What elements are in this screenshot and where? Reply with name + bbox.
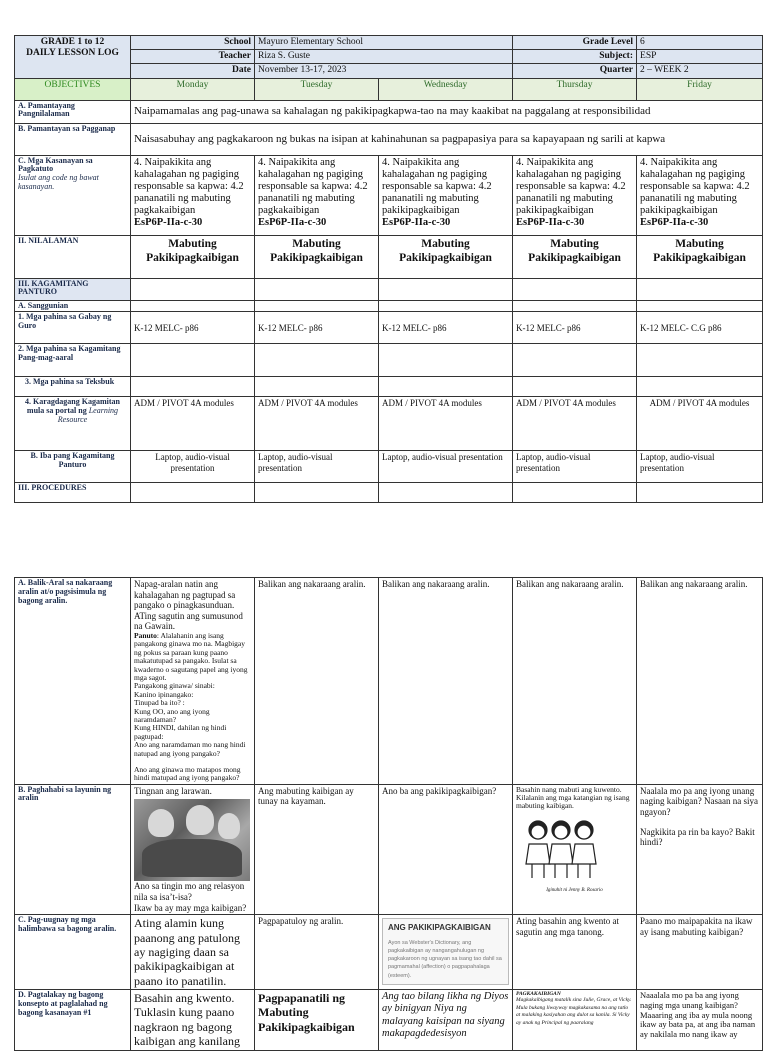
gabay-thursday: K-12 MELC- p86 <box>513 312 637 344</box>
row-label-iba-pang-kagamitan: B. Iba pang Kagamitang Panturo <box>15 451 131 483</box>
kasanayan-code: EsP6P-IIa-c-30 <box>134 216 203 228</box>
grade-range: GRADE 1 to 12 <box>40 37 105 47</box>
lr-thursday: ADM / PIVOT 4A modules <box>513 397 637 451</box>
balik-aral-line: Ano ang ginawa mo matapos mong hindi matupad ang iyong pangako? <box>134 764 241 783</box>
row-label-pag-uugnay: C. Pag-uugnay ng mga halimbawa sa bagong aralin. <box>15 915 131 990</box>
grade-level-label: Grade Level <box>513 36 637 50</box>
iba-tuesday: Laptop, audio-visual presentation <box>255 451 379 483</box>
friends-photo <box>134 799 250 881</box>
kasanayan-friday <box>637 155 763 235</box>
log-title: DAILY LESSON LOG <box>26 48 119 59</box>
paghahabi-tuesday: Ang mabuting kaibigan ay tunay na kayaman. <box>255 784 379 914</box>
lr-label-italic: Learning Resource <box>57 406 119 424</box>
row-label-pagtalakay: D. Pagtalakay ng bagong konsepto at paglalahad ng bagong kasanayan #1 <box>15 990 131 1051</box>
pag-uugnay-thursday: Ating basahin ang kwento at sagutin ang mga tanong. <box>513 915 637 990</box>
paghahabi-question-2: Ikaw ba ay may mga kaibigan? <box>134 902 247 913</box>
date-label: Date <box>131 64 255 78</box>
kasanayan-text: 4. Naipakikita ang kahalagahan ng pagiging responsable sa kapwa: 4.2 pananatili ng mabuting pakikipagkaibigan <box>640 156 750 216</box>
paghahabi-question: Ano sa tingin mo ang relasyon nila sa isa’t-isa? <box>134 881 245 902</box>
row-label-a: A. Pamantayang Pangnilalaman <box>15 100 131 123</box>
log-title-block <box>15 36 131 79</box>
subject-value: ESP <box>637 50 763 64</box>
definition-card <box>382 918 509 985</box>
row-label-paghahabi: B. Paghahabi sa layunin ng aralin <box>15 784 131 914</box>
paghahabi-friday <box>637 784 763 914</box>
lr-tuesday: ADM / PIVOT 4A modules <box>255 397 379 451</box>
nilalaman-friday: Mabuting Pakikipagkaibigan <box>637 235 763 278</box>
school-value: Mayuro Elementary School <box>255 36 513 50</box>
row-label-kagamitan: III. KAGAMITANG PANTURO <box>15 278 131 300</box>
paghahabi-thu-text: Basahin nang mabuti ang kuwento. Kilalanin ang mga katangian ng isang mabuting kaibigan. <box>516 784 630 811</box>
balik-aral-friday: Balikan ang nakaraang aralin. <box>637 578 763 785</box>
iba-monday: Laptop, audio-visual presentation <box>131 451 255 483</box>
balik-aral-wednesday: Balikan ang nakaraang aralin. <box>379 578 513 785</box>
kasanayan-note: Isulat ang code ng bawat kasanayan. <box>18 173 99 191</box>
kasanayan-code: EsP6P-IIa-c-30 <box>382 216 451 228</box>
pag-uugnay-monday: Ating alamin kung paanong ang patulong ay nagiging daan sa pakikipagkaibigan at paano ito panatilin. <box>131 915 255 990</box>
paghahabi-prompt: Tingnan ang larawan. <box>134 785 212 796</box>
pag-uugnay-friday: Paano mo maipapakita na ikaw ay isang mabuting kaibigan? <box>637 915 763 990</box>
row-label-gabay: 1. Mga pahina sa Gabay ng Guro <box>15 312 131 344</box>
nilalaman-monday: Mabuting Pakikipagkaibigan <box>131 235 255 278</box>
kasanayan-text: 4. Naipakikita ang kahalagahan ng pagiging responsable sa kapwa: 4.2 pananatili ng mabuting pakikipagkaibigan <box>382 156 492 216</box>
kasanayan-code: EsP6P-IIa-c-30 <box>640 216 709 228</box>
lr-label-text: 4. Karagdagang Kagamitan mula sa portal ng <box>25 397 120 416</box>
kasanayan-text: 4. Naipakikita ang kahalagahan ng pagiging responsable sa kapwa: 4.2 pananatili ng mabuting pakikipagkaibigan <box>516 156 626 216</box>
row-label-nilalaman: II. NILALAMAN <box>15 235 131 278</box>
balik-aral-intro: Napag-aralan natin ang kahalagahan ng pagtupad sa pangako o pinagkasunduan. ATing sagutin ang sumusunod na Gawain. <box>134 579 243 632</box>
row-label-teksbuk: 3. Mga pahina sa Teksbuk <box>15 377 131 397</box>
row-label-kagamitang-pang-mag-aaral: 2. Mga pahina sa Kagamitang Pang-mag-aaral <box>15 344 131 377</box>
pagtalakay-friday: Naaalala mo pa ba ang iyong naging mga unang kaibigan? Maaaring ang iba ay mula noong ikaw ay bata pa, at ang iba naman ay nakilala mo nang ikaw ay <box>637 990 763 1051</box>
paghahabi-monday <box>131 784 255 914</box>
row-label-learning-resource <box>15 397 131 451</box>
lesson-log-page2 <box>14 577 763 1051</box>
day-tuesday: Tuesday <box>255 78 379 100</box>
day-thursday: Thursday <box>513 78 637 100</box>
school-label: School <box>131 36 255 50</box>
lr-friday: ADM / PIVOT 4A modules <box>637 397 763 451</box>
paghahabi-fri-q2: Nagkikita pa rin ba kayo? Bakit hindi? <box>640 826 755 848</box>
paghahabi-thursday <box>513 784 637 914</box>
kasanayan-label: C. Mga Kasanayan sa Pagkatuto <box>18 155 93 174</box>
pag-uugnay-tuesday: Pagpapatuloy ng aralin. <box>255 915 379 990</box>
definition-title: ANG PAKIKIPAGKAIBIGAN <box>388 923 491 933</box>
balik-aral-line: Kanino ipinangako: <box>134 689 194 699</box>
iba-wednesday: Laptop, audio-visual presentation <box>379 451 513 483</box>
lr-wednesday: ADM / PIVOT 4A modules <box>379 397 513 451</box>
row-label-procedures: III. PROCEDURES <box>15 483 131 503</box>
balik-aral-line: Tinupad ba ito? : <box>134 698 185 708</box>
pagtalakay-tuesday: Pagpapanatili ng Mabuting Pakikipagkaibigan <box>255 990 379 1051</box>
kasanayan-code: EsP6P-IIa-c-30 <box>258 216 327 228</box>
kasanayan-tuesday <box>255 155 379 235</box>
day-wednesday: Wednesday <box>379 78 513 100</box>
definition-body: Ayon sa Webster's Dictionary, ang pagkakaibigan ay nangangahulugan ng pagkakaroon ng ugnayan sa isang tao dahil sa pagmamahal (affection) o pagpapahalaga (esteem). <box>388 939 502 979</box>
drawing-caption: Iginuhit ni Jenny B. Rosario <box>546 888 603 894</box>
day-friday: Friday <box>637 78 763 100</box>
lr-monday: ADM / PIVOT 4A modules <box>131 397 255 451</box>
teacher-label: Teacher <box>131 50 255 64</box>
balik-aral-monday <box>131 578 255 785</box>
balik-aral-line: Kung HINDI, dahilan ng hindi pagtupad: <box>134 723 227 741</box>
balik-aral-line: Kung OO, ano ang iyong naramdaman? <box>134 706 210 724</box>
quarter-label: Quarter <box>513 64 637 78</box>
pagtalakay-thursday <box>513 990 637 1051</box>
gabay-tuesday: K-12 MELC- p86 <box>255 312 379 344</box>
balik-aral-tuesday: Balikan ang nakaraang aralin. <box>255 578 379 785</box>
row-label-balik-aral: A. Balik-Aral sa nakaraang aralin at/o pagsisimula ng bagong aralin. <box>15 578 131 785</box>
lesson-log-page1 <box>14 35 763 503</box>
pag-uugnay-wednesday <box>379 915 513 990</box>
gabay-monday: K-12 MELC- p86 <box>131 312 255 344</box>
story-title: PAGKAKAIBIGAN <box>516 991 561 998</box>
subject-label: Subject: <box>513 50 637 64</box>
kasanayan-monday <box>131 155 255 235</box>
kasanayan-text: 4. Naipakikita ang kahalagahan ng pagiging responsable sa kapwa: 4.2 pananatili ng mabuting pagkakaibigan <box>134 156 244 216</box>
paghahabi-wednesday: Ano ba ang pakikipagkaibigan? <box>379 784 513 914</box>
kids-drawing-icon <box>516 814 606 884</box>
gabay-friday: K-12 MELC- C.G p86 <box>637 312 763 344</box>
gabay-wednesday: K-12 MELC- p86 <box>379 312 513 344</box>
balik-aral-thursday: Balikan ang nakaraang aralin. <box>513 578 637 785</box>
row-label-c <box>15 155 131 235</box>
nilalaman-thursday: Mabuting Pakikipagkaibigan <box>513 235 637 278</box>
story-body: Magkakaibigang matalik sina Julie, Grace, at Vicky. Mula bukang liwayway magkakasama na ang tatlo at malaking kasiyahan ang dulot sa kanila. Si Vicky ay anak ng Principal ng paaralang <box>516 997 632 1026</box>
row-label-b: B. Pamantayan sa Pagganap <box>15 123 131 155</box>
objectives-header: OBJECTIVES <box>15 78 131 100</box>
paghahabi-fri-q1: Naalala mo pa ang iyong unang naging kaibigan? Nasaan na siya ngayon? <box>640 785 758 817</box>
kasanayan-thursday <box>513 155 637 235</box>
pamantayan-sa-pagganap: Naisasabuhay ang pagkakaroon ng bukas na isipan at kahinahunan sa pagpapasiya para sa kapayapaan ng sarili at kapwa <box>131 123 763 155</box>
kasanayan-text: 4. Naipakikita ang kahalagahan ng pagiging responsable sa kapwa: 4.2 pananatili ng mabuting pagkakaibigan <box>258 156 368 216</box>
balik-aral-line: Ano ang naramdaman mo nang hindi natupad ang iyong pangako? <box>134 740 246 758</box>
row-label-sanggunian: A. Sanggunian <box>15 300 131 312</box>
day-monday: Monday <box>131 78 255 100</box>
quarter-value: 2 – WEEK 2 <box>637 64 763 78</box>
pagtalakay-monday: Basahin ang kwento. Tuklasin kung paano nagkraon ng bagong kaibigan ang kanilang <box>131 990 255 1051</box>
date-value: November 13-17, 2023 <box>255 64 513 78</box>
kasanayan-code: EsP6P-IIa-c-30 <box>516 216 585 228</box>
panuto-text: : Alalahanin ang isang pangakong ginawa mo na. Magbigay ng pokus sa paraan kung paano makatutupad sa pangako. Isulat sa kwaderno o sagutang papel ang iyong mga sagot. <box>134 631 248 682</box>
nilalaman-wednesday: Mabuting Pakikipagkaibigan <box>379 235 513 278</box>
nilalaman-tuesday: Mabuting Pakikipagkaibigan <box>255 235 379 278</box>
teacher-value: Riza S. Guste <box>255 50 513 64</box>
iba-friday: Laptop, audio-visual presentation <box>637 451 763 483</box>
pagtalakay-wednesday: Ang tao bilang likha ng Diyos ay binigyan Niya ng malayang kaisipan na siyang makapagdedesisyon <box>379 990 513 1051</box>
grade-level-value: 6 <box>637 36 763 50</box>
panuto-label: Panuto <box>134 631 157 641</box>
pamantayang-pangnilalaman: Naipamamalas ang pag-unawa sa kahalagan ng pakikipagkapwa-tao na may kaakibat na paggalang at responsibilidad <box>131 100 763 123</box>
balik-aral-line: Pangakong ginawa/ sinabi: <box>134 681 215 691</box>
iba-thursday: Laptop, audio-visual presentation <box>513 451 637 483</box>
kasanayan-wednesday <box>379 155 513 235</box>
